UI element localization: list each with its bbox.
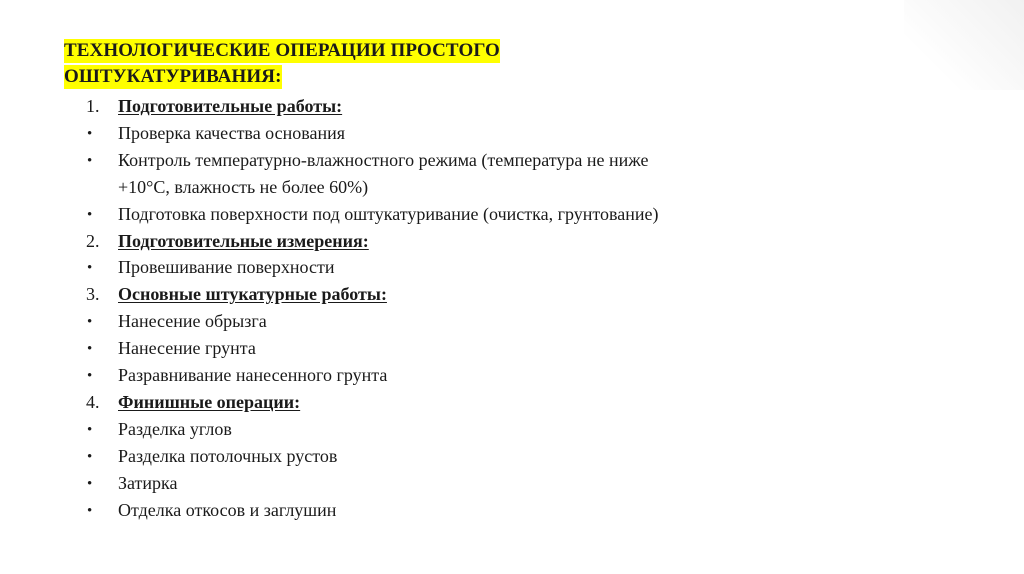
list-item <box>64 254 964 281</box>
bullet-icon: • <box>87 475 93 492</box>
list-item <box>64 120 964 147</box>
section-heading-label: Подготовительные работы: <box>118 96 343 116</box>
list-item-label: Разделка углов <box>118 418 232 439</box>
list-item <box>64 416 964 443</box>
list-item <box>64 443 964 470</box>
list-item <box>64 201 964 228</box>
list-item-label: Затирка <box>118 472 178 493</box>
section-number: 2. <box>86 230 100 251</box>
section-heading-2 <box>64 228 964 255</box>
operations-list <box>64 93 964 524</box>
list-item-label: Нанесение грунта <box>118 338 256 359</box>
bullet-icon: • <box>87 206 93 223</box>
list-item <box>64 362 964 389</box>
list-item-label: Разравнивание нанесенного грунта <box>118 365 388 386</box>
bullet-icon: • <box>87 368 93 385</box>
section-number: 3. <box>86 284 100 305</box>
section-heading-4 <box>64 389 964 416</box>
list-item-label: Разделка потолочных рустов <box>118 445 338 466</box>
section-heading-3 <box>64 281 964 308</box>
list-item-label: Нанесение обрызга <box>118 311 267 332</box>
list-item-label: Подготовка поверхности под оштукатуривание (очистка, грунтование) <box>118 203 659 224</box>
list-item <box>64 497 964 524</box>
bullet-icon: • <box>87 152 93 169</box>
list-item-label: Проверка качества основания <box>118 122 346 143</box>
list-item-label: +10°С, влажность не более 60%) <box>118 176 369 197</box>
section-heading-label: Основные штукатурные работы: <box>118 284 387 305</box>
list-item <box>64 335 964 362</box>
list-item <box>64 147 964 174</box>
bullet-icon: • <box>87 314 93 331</box>
bullet-icon: • <box>87 448 93 465</box>
title-line-1: ТЕХНОЛОГИЧЕСКИЕ ОПЕРАЦИИ ПРОСТОГО <box>64 40 500 61</box>
section-heading-label: Финишные операции: <box>118 391 301 412</box>
list-item <box>64 470 964 497</box>
section-number: 4. <box>86 391 100 412</box>
section-number: 1. <box>86 96 100 116</box>
list-item-label: Отделка откосов и заглушин <box>118 499 337 520</box>
list-item-continuation <box>64 174 964 201</box>
slide-title <box>64 38 624 90</box>
bullet-icon: • <box>87 125 93 142</box>
list-item <box>64 308 964 335</box>
bullet-icon: • <box>87 502 93 519</box>
bullet-icon: • <box>87 421 93 438</box>
list-item-label: Контроль температурно-влажностного режима (температура не ниже <box>118 149 649 170</box>
bullet-icon: • <box>87 260 93 277</box>
corner-shade <box>904 0 1024 90</box>
list-item-label: Провешивание поверхности <box>118 257 335 278</box>
title-line-2: ОШТУКАТУРИВАНИЯ: <box>64 66 282 87</box>
section-heading-label: Подготовительные измерения: <box>118 230 369 251</box>
bullet-icon: • <box>87 341 93 358</box>
section-heading-1 <box>64 93 964 120</box>
